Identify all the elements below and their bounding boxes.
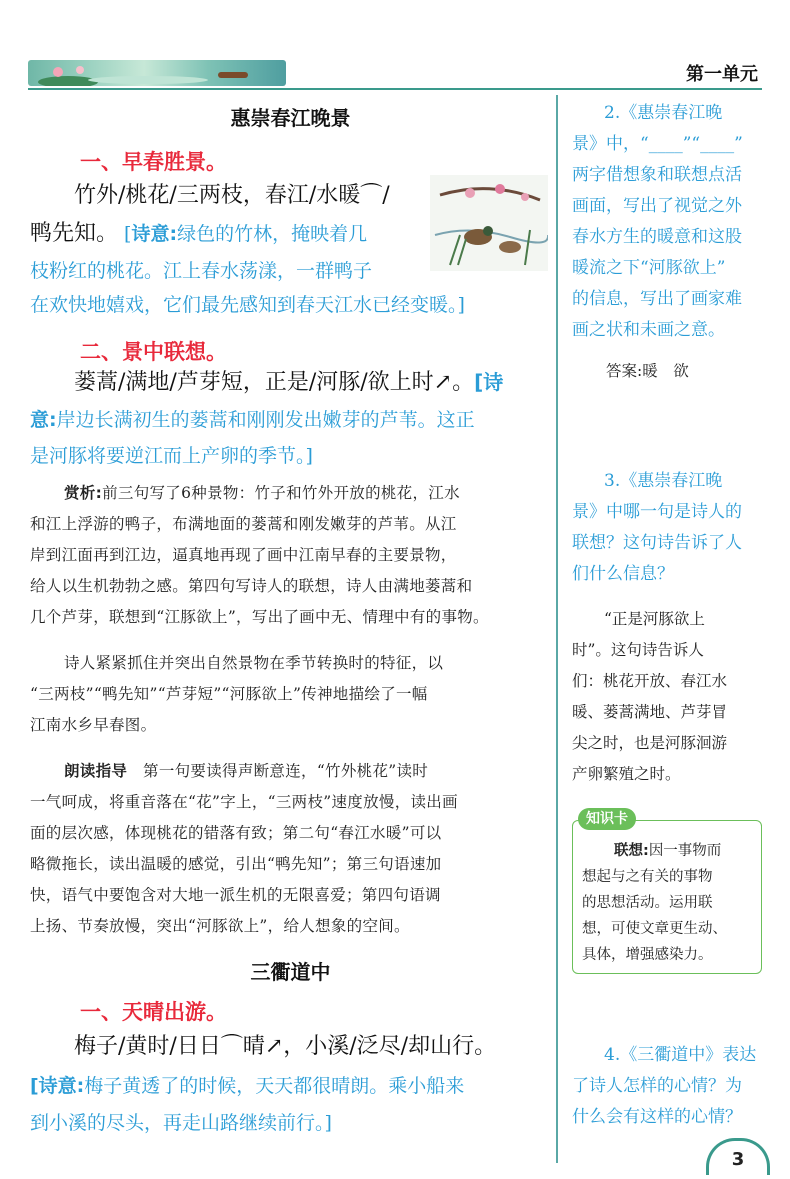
poem1-note-line1: 绿色的竹林，掩映着几 (177, 223, 368, 245)
card-label: 联想: (614, 843, 649, 859)
reading-row1 (64, 756, 428, 787)
a3-line2: 时”。这句诗告诉人 (572, 641, 704, 659)
page-number: 3 (706, 1138, 770, 1175)
poem-illustration (430, 175, 548, 271)
poem2-section1-heading: 一、天晴出游。 (80, 1000, 227, 1024)
a3-line4: 暖、蒌蒿满地、芦芽冒 (572, 703, 728, 721)
q2-line6: 暖流之下“河豚欲上” (572, 258, 726, 278)
a3-line1: “正是河豚欲上 (604, 610, 705, 628)
analysis-line3: 岸到江面再到江边，逼真地再现了画中江南早春的主要景物， (30, 546, 457, 564)
q4-line2: 了诗人怎样的心情？为 (572, 1076, 742, 1096)
analysis-line7: “三两枝”“鸭先知”“芦芽短”“河豚欲上”传神地描绘了一幅 (30, 685, 428, 703)
poem1-line1: 竹外/桃花/三两枝，春江/水暖⌒/ (74, 183, 390, 208)
analysis-line1: 前三句写了6种景物：竹子和竹外开放的桃花，江水 (102, 484, 460, 502)
analysis-line5: 几个芦芽，联想到“江豚欲上”，写出了画中无、情理中有的事物。 (30, 608, 489, 626)
poem1-s2-note-row1 (30, 405, 475, 432)
q2-line2: 景》中，“____”“____” (572, 134, 743, 154)
lotus-pond-icon (28, 60, 286, 86)
reading-line6: 上扬、节奏放慢，突出“河豚欲上”，给人想象的空间。 (30, 917, 410, 935)
poem1-s2-line1: 蒌蒿/满地/芦芽短，正是/河豚/欲上时↗。 (74, 370, 475, 395)
analysis-label: 赏析: (64, 484, 103, 502)
q2-line5: 春水方生的暖意和这股 (572, 227, 742, 247)
poem1-note-line2: 枝粉红的桃花。江上春水荡漾，一群鸭子 (30, 260, 373, 282)
header-rule (28, 88, 762, 90)
analysis-line4: 给人以生机勃勃之感。第四句写诗人的联想，诗人由满地蒌蒿和 (30, 577, 473, 595)
a3-line5: 尖之时，也是河豚洄游 (572, 734, 728, 752)
poem1-section1-heading: 一、早春胜景。 (80, 150, 227, 174)
q2-line4: 画面，写出了视觉之外 (572, 196, 742, 216)
note-bracket: [ (118, 223, 132, 245)
ducks-peach-blossom-icon (430, 175, 548, 271)
a3-line3: 们：桃花开放、春江水 (572, 672, 728, 690)
poem2-note-label: [诗意: (30, 1075, 85, 1097)
header-banner-illustration (28, 60, 286, 86)
q2-line7: 的信息，写出了画家难 (572, 289, 742, 309)
unit-label: 第一单元 (686, 64, 758, 85)
poem2-line1: 梅子/黄时/日日⌒晴↗，小溪/泛尽/却山行。 (74, 1034, 497, 1059)
q3-line4: 们什么信息？ (572, 564, 674, 584)
reading-line1: 第一句要读得声断意连，“竹外桃花”读时 (143, 762, 429, 780)
q2-answer: 答案:暖 欲 (606, 362, 689, 380)
poem2-note-line2: 到小溪的尽头，再走山路继续前行。] (30, 1112, 332, 1134)
column-divider (556, 95, 558, 1163)
poem1-line2: 鸭先知。 (30, 221, 119, 246)
reading-line3: 面的层次感，体现桃花的错落有致；第二句“春江水暖”可以 (30, 824, 442, 842)
reading-line5: 快，语气中要饱含对大地一派生机的无限喜爱；第四句语调 (30, 886, 441, 904)
analysis-line6: 诗人紧紧抓住并突出自然景物在季节转换时的特征，以 (64, 654, 444, 672)
poem1-note-label: 诗意: (131, 223, 178, 245)
q3-line1: 3.《惠崇春江晚 (604, 471, 723, 491)
reading-line4: 略微拖长，读出温暖的感觉，引出“鸭先知”；第三句语速加 (30, 855, 442, 873)
card-line5: 具体，增强感染力。 (582, 947, 713, 963)
poem2-note-line1: 梅子黄透了的时候，天天都很晴朗。乘小船来 (84, 1075, 465, 1097)
poem1-title: 惠崇春江晚景 (230, 106, 351, 130)
poem2-note-row1 (30, 1071, 464, 1098)
reading-label: 朗读指导 (64, 762, 128, 780)
poem1-s2-note-line2: 是河豚将要逆江而上产卵的季节。] (30, 445, 313, 467)
q2-line8: 画之状和未画之意。 (572, 320, 725, 340)
q3-line3: 联想？这句诗告诉了人 (572, 533, 742, 553)
a3-line6: 产卵繁殖之时。 (572, 765, 681, 783)
card-line3: 的思想活动。运用联 (582, 895, 713, 911)
poem1-s2-note-label: 意: (30, 409, 57, 431)
poem1-section2-heading: 二、景中联想。 (80, 340, 227, 364)
q3-line2: 景》中哪一句是诗人的 (572, 502, 742, 522)
q4-line1: 4.《三衢道中》表达 (604, 1045, 757, 1065)
analysis-line8: 江南水乡早春图。 (30, 716, 157, 734)
poem1-s2-note-line1: 岸边长满初生的蒌蒿和刚刚发出嫩芽的芦苇。这正 (56, 409, 475, 431)
card-line4: 想，可使文章更生动、 (582, 921, 727, 937)
poem1-line2-row (30, 217, 367, 251)
q4-line3: 什么会有这样的心情？ (572, 1107, 742, 1127)
poem1-note-line3: 在欢快地嬉戏，它们最先感知到春天江水已经变暖。] (30, 294, 465, 316)
poem1-s2-line1-row (74, 366, 503, 400)
q2-line3: 两字借想象和联想点活 (572, 165, 742, 185)
knowledge-card-tag: 知识卡 (578, 808, 636, 830)
analysis-row1 (64, 478, 460, 509)
analysis-line2: 和江上浮游的鸭子，布满地面的蒌蒿和刚发嫩芽的芦苇。从江 (30, 515, 457, 533)
reading-line2: 一气呵成，将重音落在“花”字上，“三两枝”速度放慢，读出画 (30, 793, 458, 811)
poem1-s2-note-open: [诗 (474, 370, 504, 394)
q2-line1: 2.《惠崇春江晚 (604, 103, 723, 123)
card-line1: 因一事物而 (648, 843, 722, 859)
card-line2: 想起与之有关的事物 (582, 869, 713, 885)
poem2-title: 三衢道中 (250, 960, 331, 984)
